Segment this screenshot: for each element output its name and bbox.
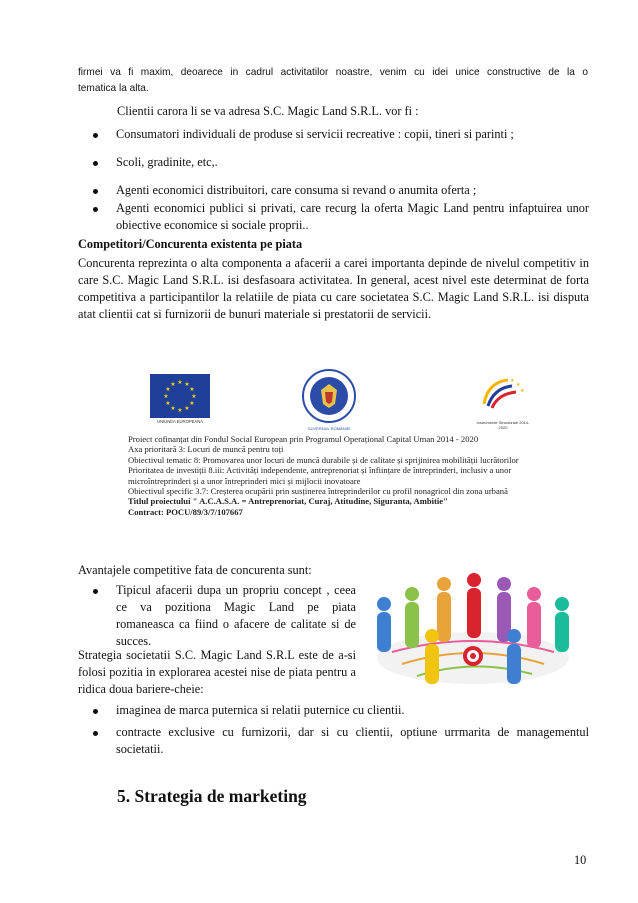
page-number: 10 (574, 853, 587, 867)
project-line-3: Obiectivul tematic 8: Promovarea unor locuri de muncă durabile și de calitate și sprijinirea mobilității lucrătorilor (128, 454, 519, 465)
svg-text:★: ★ (165, 386, 171, 393)
svg-text:★: ★ (170, 405, 176, 412)
bullet-dot (93, 589, 98, 594)
svg-text:★: ★ (165, 400, 171, 407)
svg-text:★: ★ (184, 381, 190, 388)
advantages-lead: Avantajele competitive fata de concurenta sunt: (78, 563, 312, 577)
svg-text:★: ★ (510, 378, 515, 384)
bullet-dot (93, 207, 98, 212)
project-info (128, 434, 568, 517)
svg-text:★: ★ (191, 393, 197, 400)
svg-text:★: ★ (516, 382, 521, 388)
svg-text:★: ★ (163, 393, 169, 400)
intro-line-1: firmei va fi maxim, deoarece in cadrul activitatilor noastre, venim cu idei unice constructive de la o (78, 67, 588, 78)
bullet-dot (93, 161, 98, 166)
svg-text:★: ★ (189, 386, 195, 393)
clients-item-1: Consumatori individuali de produse si servicii recreative : copii, tineri si parinti ; (116, 127, 514, 141)
bullet-dot (93, 189, 98, 194)
strategy-text: Strategia societatii S.C. Magic Land S.R.L este de a-si folosi pozitia in explorarea acestei nise de piata pentru a ridica doua bariere-cheie: (78, 648, 356, 696)
project-title-line: Titlul proiectului " A.C.A.S.A. = Antreprenoriat, Curaj, Atitudine, Siguranta, Ambitie" (128, 496, 448, 507)
clients-item-2: Scoli, gradinite, etc,. (116, 155, 218, 169)
svg-text:★: ★ (170, 381, 176, 388)
svg-text:★: ★ (184, 405, 190, 412)
advantages-item-1: Tipicul afacerii dupa un propriu concept , ceea ce va pozitiona Magic Land pe piata romaneasca ca fiind o afacere de calitate si de succes. (116, 583, 356, 648)
bullet-dot (93, 731, 98, 736)
project-contract-line: Contract: POCU/89/3/7/107667 (128, 506, 243, 517)
svg-text:★: ★ (177, 407, 183, 414)
structural-instruments-logo-icon (478, 374, 528, 418)
eu-caption: UNIUNEA EUROPEANĂ (156, 419, 204, 424)
clients-item-4: Agenti economici publici si privati, care recurg la oferta Magic Land pentru infaptuirea unor obiective economice si sociale proprii.. (116, 201, 589, 232)
svg-text:★: ★ (177, 379, 183, 386)
is-caption: Instrumente Structurale 2014-2020 (476, 420, 530, 430)
project-line-1: Proiect cofinanțat din Fondul Social European prin Programul Operațional Capital Uman 2014 - 2020 (128, 434, 479, 444)
bullet-dot (93, 709, 98, 714)
competitors-heading: Competitori/Concurenta existenta pe piata (78, 237, 303, 251)
project-line-2: Axa prioritară 3: Locuri de muncă pentru toți (128, 444, 284, 455)
intro-line-2: tematica la alta. (78, 83, 149, 94)
svg-text:★: ★ (520, 388, 525, 394)
clients-lead: Clientii carora li se va adresa S.C. Magic Land S.R.L. vor fi : (117, 104, 419, 118)
advantages-barrier-1: imaginea de marca puternica si relatii puternice cu clientii. (116, 703, 405, 717)
clients-item-3: Agenti economici distribuitori, care consuma si revand o anumita oferta ; (116, 183, 477, 197)
svg-text:★: ★ (189, 400, 195, 407)
bullet-dot (93, 133, 98, 138)
teamwork-people-illustration (362, 566, 584, 698)
project-line-4: Prioritatea de investiții 8.iii: Activități independente, antreprenoriat și înființare de întreprinderi, inclusiv a unor microîntreprinderi și a unor întreprinderi mici și mijlocii inovatoare (128, 465, 512, 486)
eu-flag-icon (150, 374, 210, 418)
competitors-text: Concurenta reprezinta o alta componenta a afacerii a carei importanta depinde de nivelul competitiv in care S.C. Magic Land S.R.L. isi desfasoara activitatea. In general, acest nivel este determinat de forta competitiva a participantilor la relatiile de piata cu care societatea S.C. Magic Land S.R.L. isi disputa atat clientii cat si furnizorii de bunuri materiale si prestatorii de servicii. (78, 256, 589, 321)
gov-caption: GUVERNUL ROMÂNIEI (307, 426, 351, 431)
project-line-5: Obiectivul specific 3.7: Creșterea ocupării prin susținerea întreprinderilor cu profil nonagricol din zona urbană (128, 486, 508, 497)
advantages-barrier-2: contracte exclusive cu furnizorii, dar si cu clientii, optiune urrmarita de managementul societatii. (116, 725, 589, 756)
section-heading: 5. Strategia de marketing (117, 786, 307, 806)
government-seal-icon (301, 368, 357, 424)
